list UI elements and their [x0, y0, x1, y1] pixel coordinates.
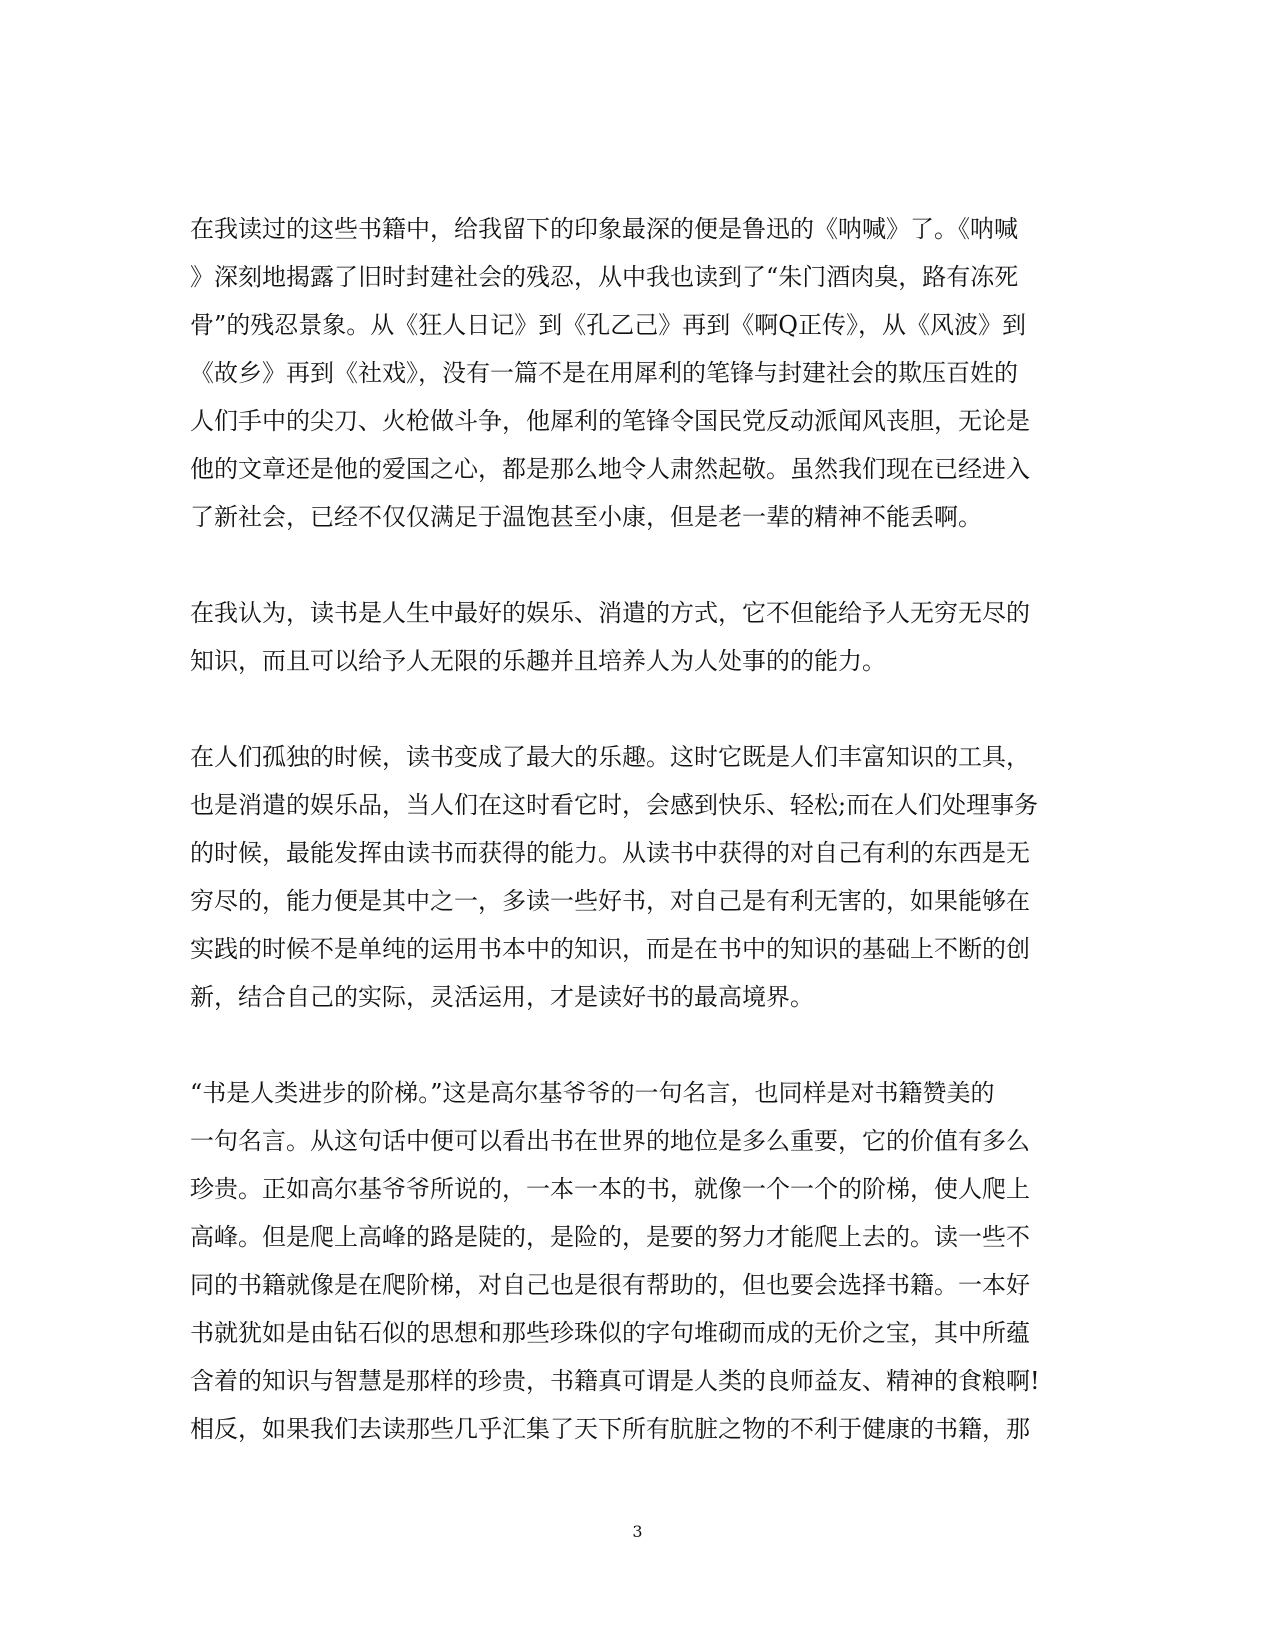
text-line: 人们手中的尖刀、火枪做斗争，他犀利的笔锋令国民党反动派闻风丧胆，无论是 [190, 407, 1030, 435]
text-line: 珍贵。正如高尔基爷爷所说的，一本一本的书，就像一个一个的阶梯，使人爬上 [190, 1175, 1030, 1203]
text-line: 的时候，最能发挥由读书而获得的能力。从读书中获得的对自己有利的东西是无 [190, 839, 1030, 867]
page-number: 3 [632, 1522, 643, 1541]
text-line: 了新社会，已经不仅仅满足于温饱甚至小康，但是老一辈的精神不能丢啊。 [190, 503, 982, 531]
document-body [190, 205, 1080, 1501]
text-line: 高峰。但是爬上高峰的路是陡的，是险的，是要的努力才能爬上去的。读一些不 [190, 1223, 1030, 1251]
text-line: 骨”的残忍景象。从《狂人日记》到《孔乙己》再到《啊Q正传》，从《风波》到 [190, 311, 1026, 339]
paragraph-2 [190, 589, 1080, 685]
text-line: “书是人类进步的阶梯。”这是高尔基爷爷的一句名言，也同样是对书籍赞美的 [190, 1079, 995, 1107]
text-line: 也是消遣的娱乐品，当人们在这时看它时，会感到快乐、轻松;而在人们处理事务 [190, 791, 1039, 819]
paragraph-4 [190, 1069, 1080, 1453]
text-line: 书就犹如是由钻石似的思想和那些珍珠似的字句堆砌而成的无价之宝，其中所蕴 [190, 1319, 1030, 1347]
text-line: 知识，而且可以给予人无限的乐趣并且培养人为人处事的的能力。 [190, 647, 886, 675]
text-line: 含着的知识与智慧是那样的珍贵，书籍真可谓是人类的良师益友、精神的食粮啊! [190, 1367, 1040, 1395]
paragraph-3 [190, 733, 1080, 1021]
text-line: 在我认为，读书是人生中最好的娱乐、消遣的方式，它不但能给予人无穷无尽的 [190, 599, 1030, 627]
text-line: 一句名言。从这句话中便可以看出书在世界的地位是多么重要，它的价值有多么 [190, 1127, 1030, 1155]
text-line: 》深刻地揭露了旧时封建社会的残忍，从中我也读到了“朱门酒肉臭，路有冻死 [190, 263, 1019, 291]
text-line: 新，结合自己的实际，灵活运用，才是读好书的最高境界。 [190, 983, 814, 1011]
text-line: 同的书籍就像是在爬阶梯，对自己也是很有帮助的，但也要会选择书籍。一本好 [190, 1271, 1030, 1299]
text-line: 《故乡》再到《社戏》，没有一篇不是在用犀利的笔锋与封建社会的欺压百姓的 [190, 359, 1018, 387]
text-line: 穷尽的，能力便是其中之一，多读一些好书，对自己是有利无害的，如果能够在 [190, 887, 1030, 915]
text-line: 相反，如果我们去读那些几乎汇集了天下所有肮脏之物的不利于健康的书籍，那 [190, 1415, 1030, 1443]
text-line: 在人们孤独的时候，读书变成了最大的乐趣。这时它既是人们丰富知识的工具， [190, 743, 1030, 771]
text-line: 他的文章还是他的爱国之心，都是那么地令人肃然起敬。虽然我们现在已经进入 [190, 455, 1030, 483]
text-line: 实践的时候不是单纯的运用书本中的知识，而是在书中的知识的基础上不断的创 [190, 935, 1030, 963]
paragraph-1 [190, 205, 1080, 541]
text-line: 在我读过的这些书籍中，给我留下的印象最深的便是鲁迅的《呐喊》了。《呐喊 [190, 215, 1018, 243]
